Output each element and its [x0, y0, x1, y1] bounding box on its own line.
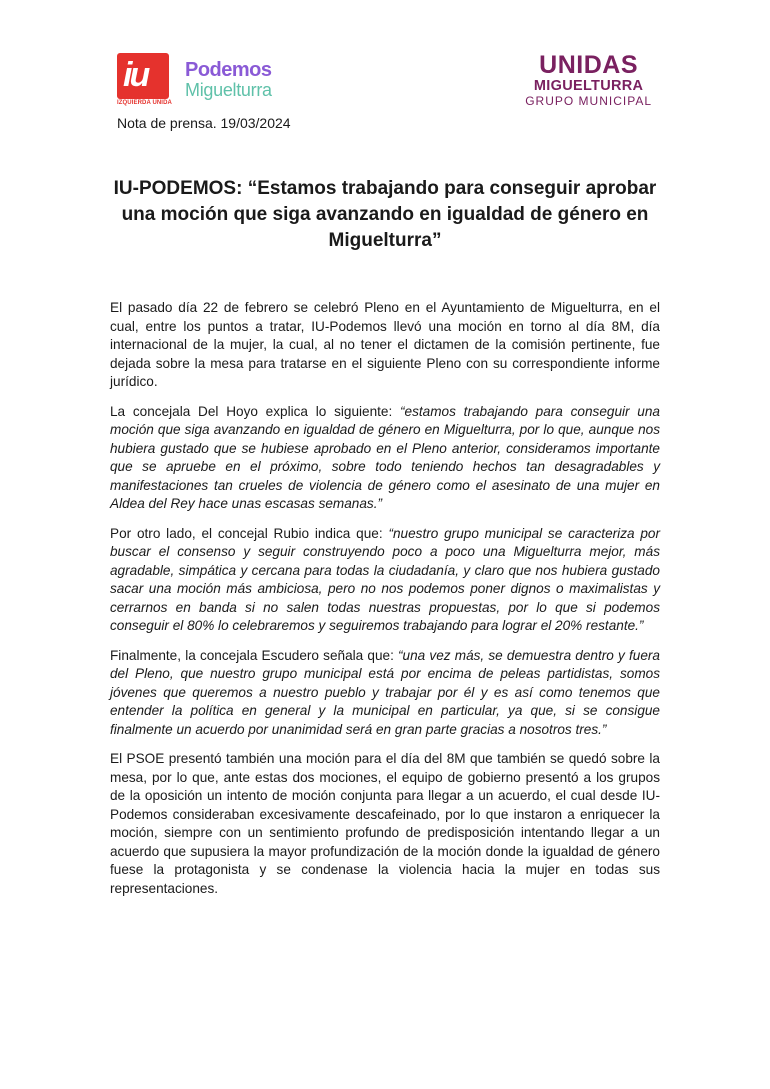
paragraph-2 [110, 403, 660, 514]
unidas-logo-line2: MIGUELTURRA [533, 78, 644, 94]
paragraph-4-intro: Finalmente, la concejala Escudero señala que: [110, 647, 399, 663]
paragraph-5: El PSOE presentó también una moción para el día del 8M que también se quedó sobre la mesa, por lo que, ante estas dos mociones, el equipo de gobierno presentó a los grupos de la oposición un intento de moción conjunta para llegar a un acuerdo, el cual desde IU-Podemos consideraban excesivamente descafeinado, por lo que instaron a enriquecer la moción, siempre con un sentimiento profundo de predisposición intentando llegar a un acuerdo que supusiera la mayor profundización de la moción donde la igualdad de género fuese la protagonista y se condenase la violencia hacia la mujer en todas sus representaciones. [110, 751, 660, 896]
podemos-logo [185, 60, 272, 99]
unidas-logo-line1: UNIDAS [539, 51, 639, 79]
paragraph-3 [110, 525, 660, 636]
unidas-logo [525, 53, 652, 107]
paragraph-3-quote: “nuestro grupo municipal se caracteriza por buscar el consenso y seguir construyendo poco a poco una Miguelturra mejor, más agradable, simpática y cercana para todas la ciudadanía, y claro que nos hubiera gustado sacar una moción más ambiciosa, pero no nos podemos poner dignos o maximalistas y cerrarnos en banda si no salen todas nuestras propuestas, por lo que si podemos conseguir el 80% lo celebraremos y seguiremos trabajando para lograr el 20% restante.” [110, 525, 660, 633]
paragraph-2-intro: La concejala Del Hoyo explica lo siguiente: [110, 403, 401, 419]
podemos-logo-line1: Podemos [185, 59, 272, 81]
paragraph-2-quote: “estamos trabajando para conseguir una moción que siga avanzando en igualdad de género en Miguelturra, por lo que, aunque nos hubiera gustado que se hubiese aprobado en el Pleno anterior, consideramos importante que se apruebe en el próximo, sobre todo teniendo hechos tan desagradables y manifestaciones tan crueles de violencia de género como el asesinato de una mujer en Aldea del Rey hace unas escasas semanas.” [110, 403, 660, 511]
iu-logo [117, 53, 172, 109]
paragraph-4-quote: “una vez más, se demuestra dentro y fuera del Pleno, que nuestro grupo municipal está por encima de peleas partidistas, somos jóvenes que queremos a nuestro pueblo y trabajar por él y es así como tenemos que entender la política en general y la municipal en particular, ya que, si se consigue finalmente un acuerdo por unanimidad será en gran parte gracias a nosotros tres.” [110, 647, 660, 737]
paragraph-3-intro: Por otro lado, el concejal Rubio indica que: [110, 525, 389, 541]
paragraph-4 [110, 647, 660, 740]
iu-logo-tag: IZQUIERDA UNIDA [117, 100, 172, 106]
headline: IU-PODEMOS: “Estamos trabajando para conseguir aprobar una moción que siga avanzando en igualdad de género en Miguelturra” [113, 178, 657, 251]
paragraph-1: El pasado día 22 de febrero se celebró Pleno en el Ayuntamiento de Miguelturra, en el cual, entre los puntos a tratar, IU-Podemos llevó una moción en torno al día 8M, día internacional de la mujer, la cual, al no tener el dictamen de la comisión pertinente, fue dejada sobre la mesa para tratarse en el siguiente Pleno con su correspondiente informe jurídico. [110, 300, 660, 389]
iu-logo-box [117, 53, 169, 99]
unidas-logo-line3: GRUPO MUNICIPAL [525, 93, 652, 108]
iu-logo-letters: iu [123, 56, 148, 94]
press-release-date: Nota de prensa. 19/03/2024 [117, 115, 291, 131]
podemos-logo-line2: Miguelturra [185, 80, 272, 100]
article-body [110, 299, 660, 909]
